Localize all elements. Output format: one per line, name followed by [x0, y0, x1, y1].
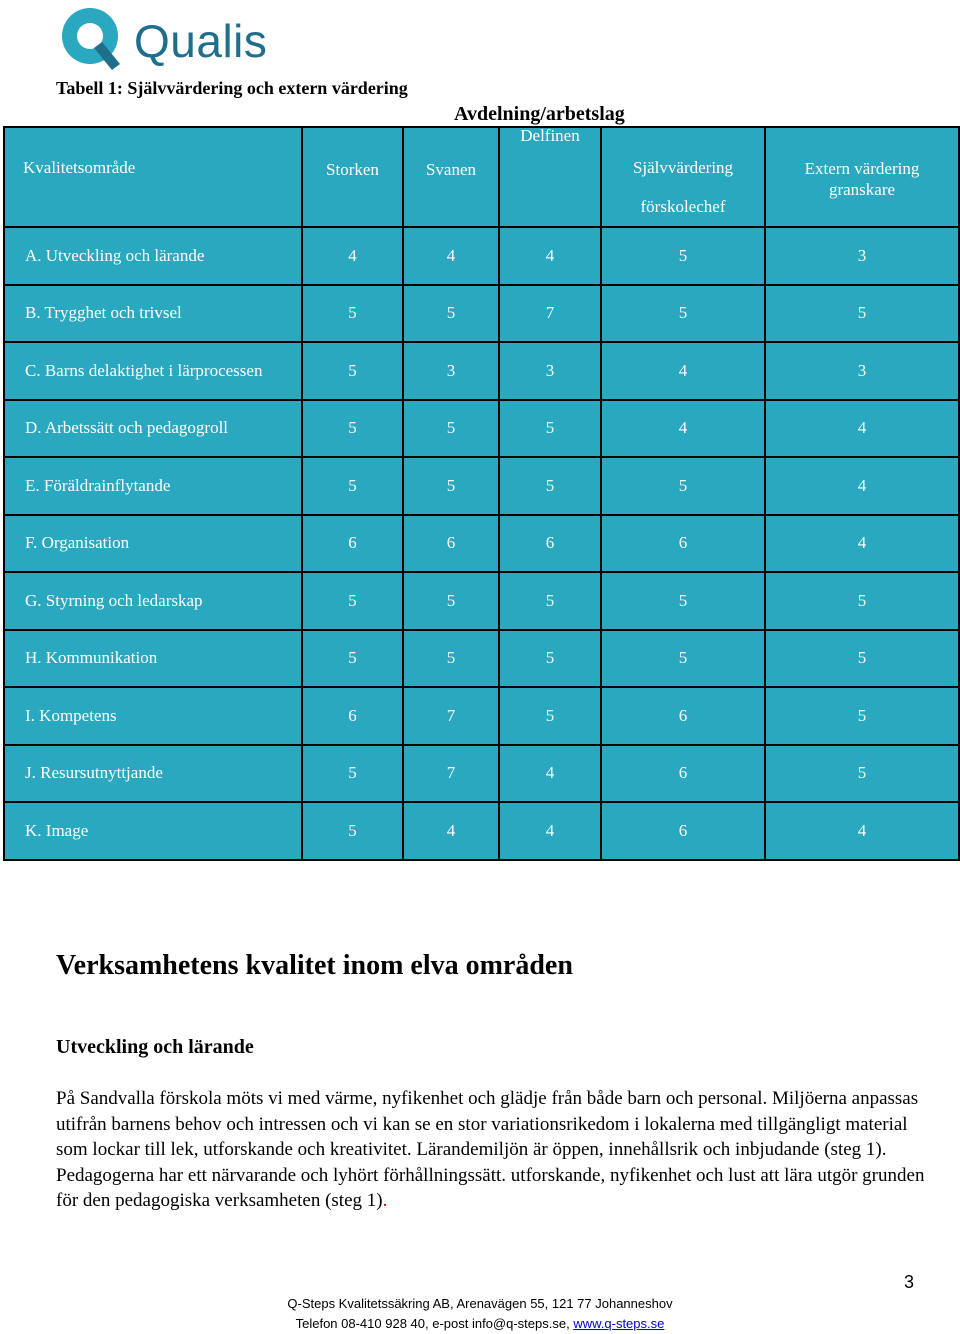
header-area: Kvalitetsområde [4, 127, 302, 227]
row-score-cell: 4 [302, 227, 403, 285]
row-score-cell: 4 [765, 515, 959, 573]
logo-wordmark: Qualis [134, 15, 268, 67]
row-score-cell: 5 [499, 400, 601, 458]
row-score-cell: 7 [403, 687, 499, 745]
row-area-label: I. Kompetens [4, 687, 302, 745]
row-score-cell: 5 [601, 630, 765, 688]
table-body [4, 227, 959, 860]
row-score-cell: 4 [499, 227, 601, 285]
row-score-cell: 3 [403, 342, 499, 400]
row-area-label: B. Trygghet och trivsel [4, 285, 302, 343]
row-score-cell: 6 [601, 802, 765, 860]
row-score-cell: 5 [302, 572, 403, 630]
qualis-logo [54, 4, 268, 74]
row-score-cell: 5 [403, 572, 499, 630]
section-subheading: Utveckling och lärande [56, 1036, 254, 1058]
row-score-cell: 5 [499, 687, 601, 745]
row-score-cell: 6 [601, 515, 765, 573]
footer-address: Q-Steps Kvalitetssäkring AB, Arenavägen 55, 121 77 Johanneshov [287, 1296, 673, 1311]
row-area-label: F. Organisation [4, 515, 302, 573]
row-score-cell: 4 [765, 400, 959, 458]
page-number: 3 [904, 1272, 915, 1292]
table-row [4, 457, 959, 515]
header-external-evaluation: Extern värdering granskare [765, 127, 959, 227]
header-self-evaluation: Självvärdering förskolechef [601, 127, 765, 227]
row-score-cell: 5 [765, 687, 959, 745]
row-score-cell: 7 [499, 285, 601, 343]
row-score-cell: 5 [499, 630, 601, 688]
row-area-label: G. Styrning och ledarskap [4, 572, 302, 630]
row-score-cell: 5 [302, 342, 403, 400]
row-score-cell: 5 [403, 400, 499, 458]
row-score-cell: 3 [765, 227, 959, 285]
row-score-cell: 5 [302, 630, 403, 688]
table-row [4, 515, 959, 573]
row-score-cell: 3 [499, 342, 601, 400]
footer [0, 1294, 960, 1334]
row-score-cell: 5 [302, 802, 403, 860]
header-unit: Storken [302, 127, 403, 227]
row-score-cell: 4 [765, 802, 959, 860]
body-paragraph: På Sandvalla förskola möts vi med värme, nyfikenhet och glädje från både barn och personal. Miljöerna anpassas utifrån barnens behov och intressen och vi kan se en stor variationsrikedom i lokalerna med tillgängligt material som lockar till lek, utforskande och kreativitet. Lärandemiljön är öppen, innehållsrik och inbjudande (steg 1). Pedagogerna har ett närvarande och lyhört förhållningssätt. utforskande, nyfikenhet och lust att lära utgör grunden för den pedagogiska verksamheten (steg 1). [56, 1088, 925, 1212]
footer-website-link[interactable]: www.q-steps.se [573, 1316, 665, 1331]
row-score-cell: 7 [403, 745, 499, 803]
table-header-row [4, 127, 959, 227]
evaluation-table [3, 126, 960, 861]
final-period: . [382, 1190, 388, 1212]
row-score-cell: 6 [403, 515, 499, 573]
header-unit: Svanen [403, 127, 499, 227]
row-score-cell: 5 [302, 745, 403, 803]
row-score-cell: 4 [765, 457, 959, 515]
row-score-cell: 5 [765, 285, 959, 343]
row-score-cell: 4 [499, 802, 601, 860]
table-row [4, 400, 959, 458]
table-row [4, 285, 959, 343]
row-score-cell: 4 [403, 227, 499, 285]
row-area-label: C. Barns delaktighet i lärprocessen [4, 342, 302, 400]
row-score-cell: 4 [601, 342, 765, 400]
row-score-cell: 5 [403, 285, 499, 343]
row-score-cell: 6 [601, 687, 765, 745]
row-area-label: K. Image [4, 802, 302, 860]
row-area-label: A. Utveckling och lärande [4, 227, 302, 285]
row-area-label: J. Resursutnyttjande [4, 745, 302, 803]
row-score-cell: 4 [499, 745, 601, 803]
row-score-cell: 6 [499, 515, 601, 573]
group-label: Avdelning/arbetslag [454, 103, 625, 125]
row-area-label: H. Kommunikation [4, 630, 302, 688]
row-score-cell: 6 [302, 515, 403, 573]
row-score-cell: 5 [403, 457, 499, 515]
table-row [4, 745, 959, 803]
row-score-cell: 5 [601, 457, 765, 515]
table-row [4, 572, 959, 630]
table-caption: Tabell 1: Självvärdering och extern värdering [56, 78, 408, 98]
header-unit: Delfinen [499, 127, 601, 227]
table-row [4, 630, 959, 688]
row-score-cell: 5 [601, 572, 765, 630]
row-area-label: D. Arbetssätt och pedagogroll [4, 400, 302, 458]
row-score-cell: 3 [765, 342, 959, 400]
row-score-cell: 6 [601, 745, 765, 803]
row-score-cell: 5 [302, 457, 403, 515]
qualis-logo-icon [54, 4, 128, 74]
footer-contact: Telefon 08-410 928 40, e-post info@q-steps.se, www.q-steps.se [295, 1316, 665, 1331]
section-heading: Verksamhetens kvalitet inom elva områden [56, 950, 573, 981]
row-score-cell: 5 [601, 227, 765, 285]
row-score-cell: 5 [601, 285, 765, 343]
row-score-cell: 5 [499, 572, 601, 630]
row-score-cell: 4 [403, 802, 499, 860]
row-area-label: E. Föräldrainflytande [4, 457, 302, 515]
table-row [4, 342, 959, 400]
row-score-cell: 5 [765, 630, 959, 688]
row-score-cell: 5 [302, 285, 403, 343]
row-score-cell: 5 [765, 745, 959, 803]
row-score-cell: 5 [765, 572, 959, 630]
row-score-cell: 5 [302, 400, 403, 458]
table-row [4, 802, 959, 860]
table-row [4, 227, 959, 285]
table-row [4, 687, 959, 745]
row-score-cell: 4 [601, 400, 765, 458]
row-score-cell: 5 [499, 457, 601, 515]
row-score-cell: 6 [302, 687, 403, 745]
row-score-cell: 5 [403, 630, 499, 688]
